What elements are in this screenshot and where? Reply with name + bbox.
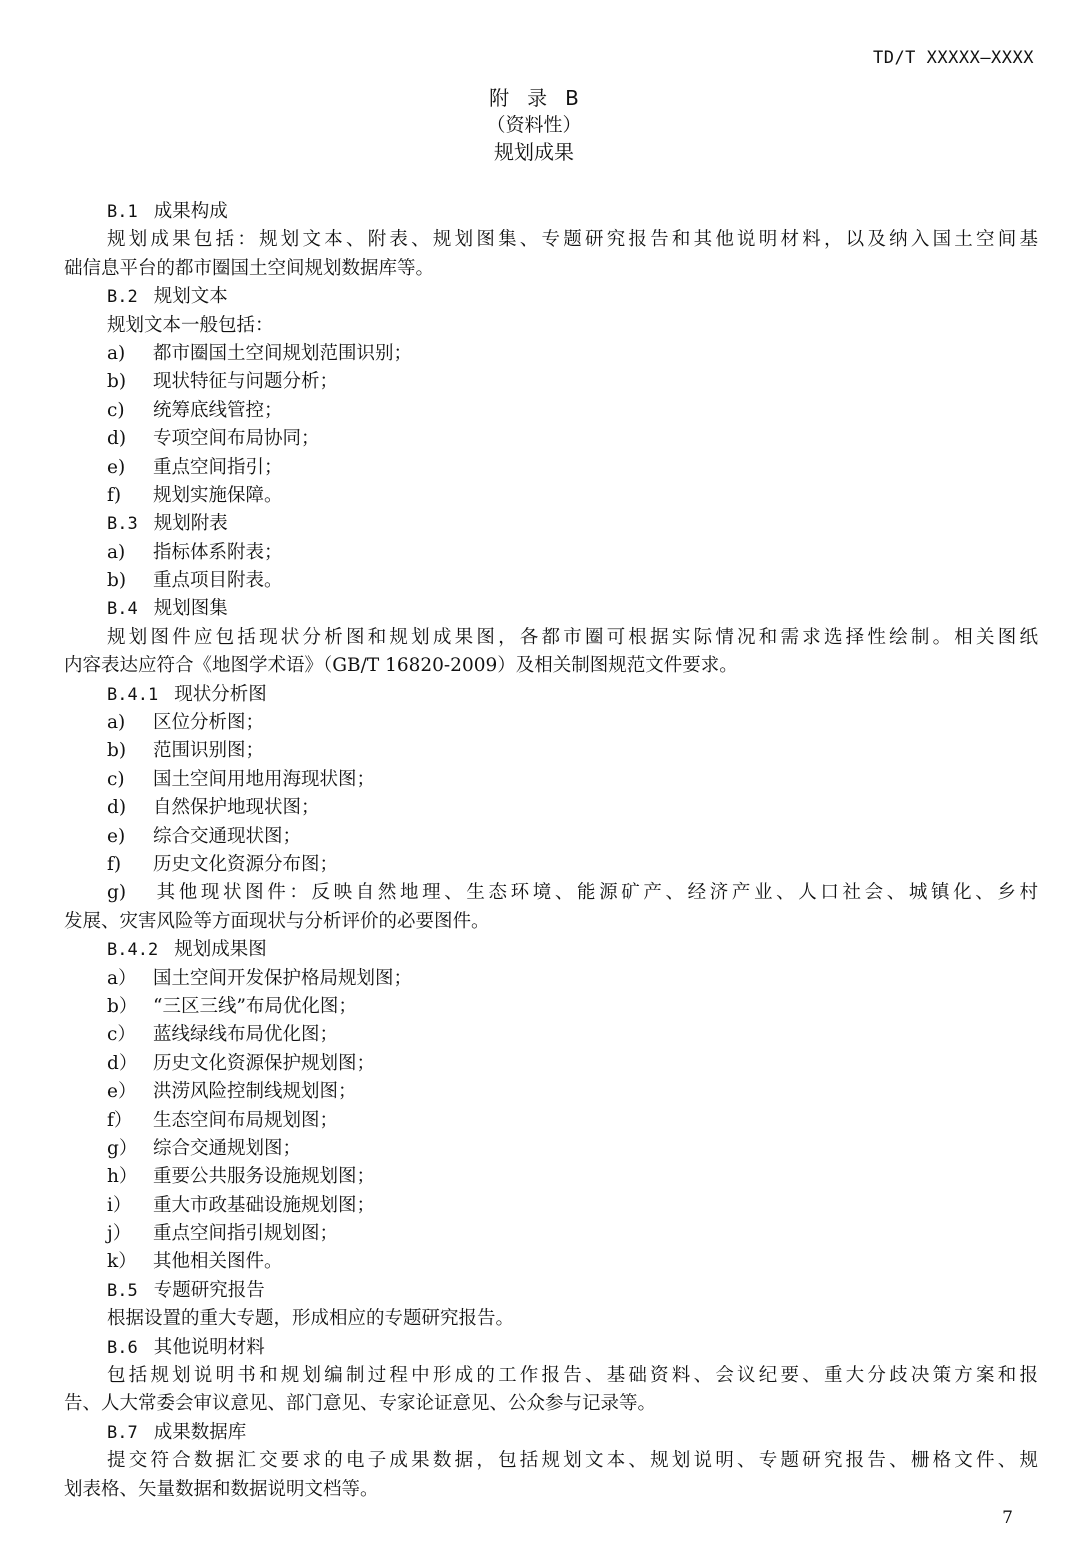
list-item: a) 指标体系附表； <box>107 541 283 563</box>
list-item: c） 蓝线绿线布局优化图； <box>107 1024 339 1046</box>
section-heading-b42: B.4.2 规划成果图 <box>107 939 267 961</box>
page-number: 7 <box>1002 1508 1013 1528</box>
appendix-type: （资料性） <box>486 114 582 136</box>
section-heading-b41: B.4.1 现状分析图 <box>107 683 267 705</box>
document-body <box>64 198 1038 1504</box>
list-item: b) 范围识别图； <box>107 740 265 762</box>
list-item: b) 重点项目附表。 <box>107 570 283 592</box>
section-heading-b1: B.1 成果构成 <box>107 201 228 222</box>
list-item: c) 统筹底线管控； <box>107 399 283 421</box>
list-item: a） 国土空间开发保护格局规划图； <box>107 967 413 989</box>
section-heading-b7: B.7 成果数据库 <box>107 1421 247 1443</box>
list-item: d) 自然保护地现状图； <box>107 797 320 819</box>
appendix-title-block <box>0 85 1068 166</box>
paragraph: 根据设置的重大专题，形成相应的专题研究报告。 <box>107 1308 515 1330</box>
list-item: d） 历史文化资源保护规划图； <box>107 1052 376 1074</box>
paragraph: 包括规划说明书和规划编制过程中形成的工作报告、基础资料、会议纪要、重大分歧决策方案和报 <box>107 1365 1038 1387</box>
list-item: c) 国土空间用地用海现状图； <box>107 768 376 790</box>
paragraph-continuation: 础信息平台的都市圈国土空间规划数据库等。 <box>64 257 435 279</box>
list-item: h） 重要公共服务设施规划图； <box>107 1166 376 1188</box>
list-item: a) 都市圈国土空间规划范围识别； <box>107 342 413 364</box>
list-item: e） 洪涝风险控制线规划图； <box>107 1081 357 1103</box>
paragraph-continuation: 划表格、矢量数据和数据说明文档等。 <box>64 1478 379 1500</box>
list-item: e) 综合交通现状图； <box>107 825 302 847</box>
standard-code: TD/T XXXXX—XXXX <box>872 48 1034 68</box>
section-heading-b2: B.2 规划文本 <box>107 286 228 308</box>
section-heading-b3: B.3 规划附表 <box>107 513 228 535</box>
appendix-title: 附录B <box>489 86 597 110</box>
list-item: e) 重点空间指引； <box>107 456 283 478</box>
section-heading-b6: B.6 其他说明材料 <box>107 1336 265 1358</box>
list-item: i） 重大市政基础设施规划图； <box>107 1194 376 1216</box>
list-item-continuation: 发展、灾害风险等方面现状与分析评价的必要图件。 <box>64 910 490 932</box>
list-item: j） 重点空间指引规划图； <box>107 1223 339 1245</box>
appendix-subject: 规划成果 <box>494 140 574 164</box>
paragraph: 规划文本一般包括： <box>107 314 274 336</box>
paragraph: 规划图件应包括现状分析图和规划成果图，各都市圈可根据实际情况和需求选择性绘制。相关图纸 <box>107 626 1038 648</box>
list-item: g） 综合交通规划图； <box>107 1137 302 1159</box>
list-item: g) 其他现状图件：反映自然地理、生态环境、能源矿产、经济产业、人口社会、城镇化、乡村 <box>107 882 1038 904</box>
list-item: f) 规划实施保障。 <box>107 484 283 506</box>
section-heading-b5: B.5 专题研究报告 <box>107 1279 265 1301</box>
list-item: d) 专项空间布局协同； <box>107 428 320 450</box>
list-item: b) 现状特征与问题分析； <box>107 371 339 393</box>
list-item: a) 区位分析图； <box>107 712 265 734</box>
paragraph: 提交符合数据汇交要求的电子成果数据，包括规划文本、规划说明、专题研究报告、栅格文件、规 <box>107 1450 1038 1472</box>
list-item: f) 历史文化资源分布图； <box>107 853 339 875</box>
list-item: f） 生态空间布局规划图； <box>107 1109 339 1131</box>
list-item: b） “三区三线”布局优化图； <box>107 995 357 1017</box>
paragraph-continuation: 内容表达应符合《地图学术语》（GB/T 16820-2009）及相关制图规范文件要求。 <box>64 655 738 677</box>
paragraph-continuation: 告、人大常委会审议意见、部门意见、专家论证意见、公众参与记录等。 <box>64 1393 657 1415</box>
list-item: k） 其他相关图件。 <box>107 1251 283 1273</box>
section-heading-b4: B.4 规划图集 <box>107 598 228 620</box>
paragraph: 规划成果包括：规划文本、附表、规划图集、专题研究报告和其他说明材料，以及纳入国土空间基 <box>107 229 1038 251</box>
